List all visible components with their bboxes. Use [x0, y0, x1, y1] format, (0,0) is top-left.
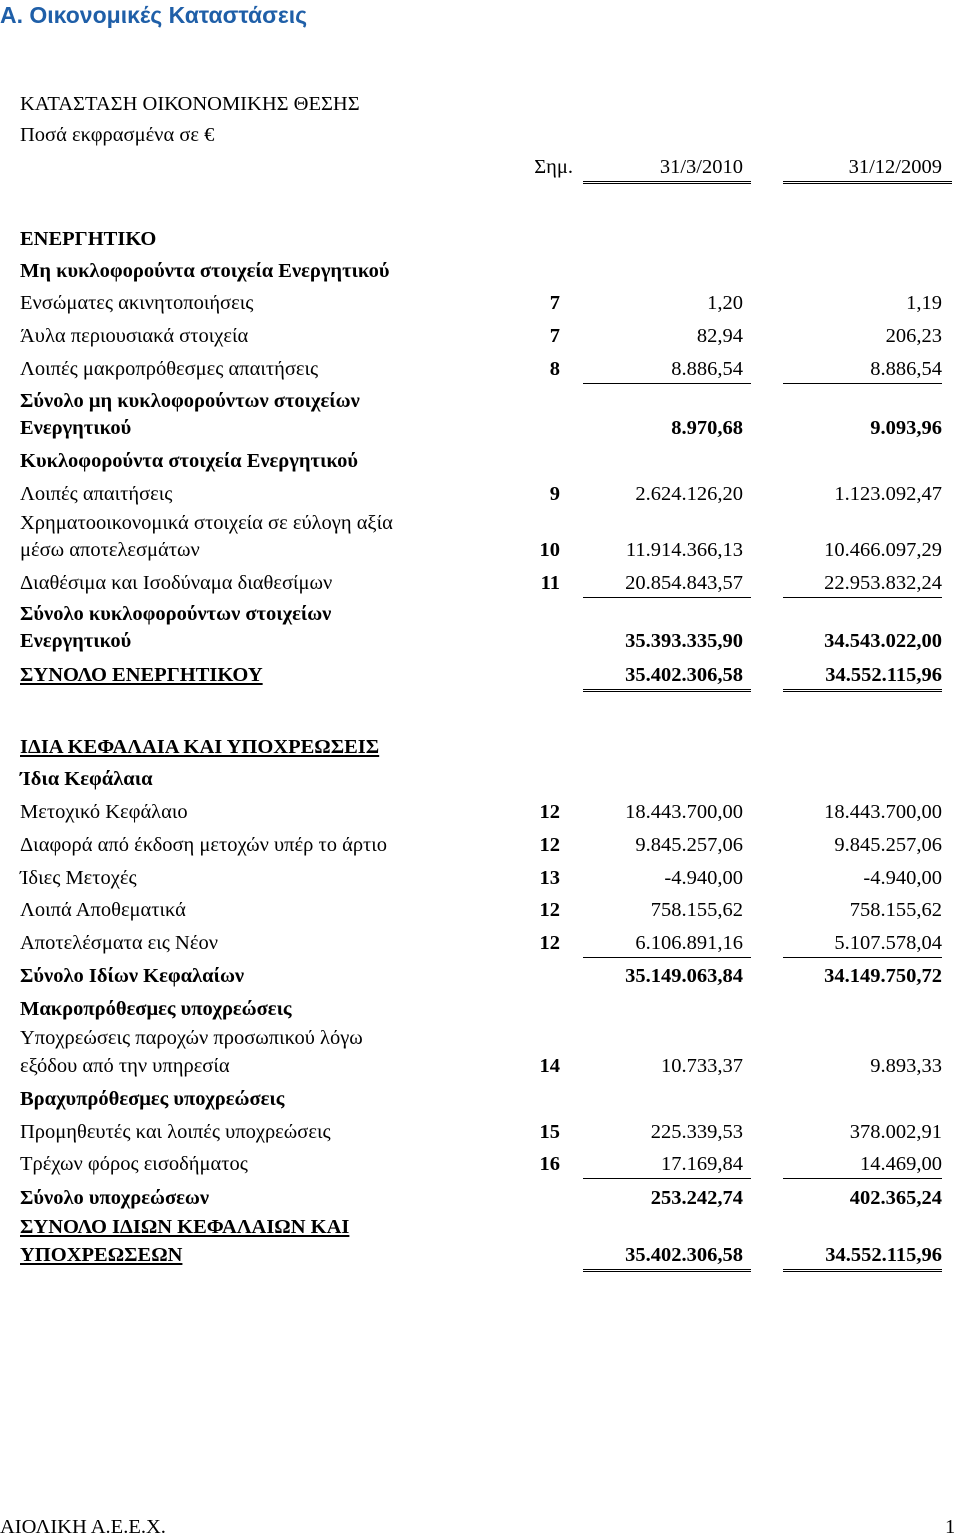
row-note: 12	[539, 834, 560, 856]
row-label: Χρηματοοικονομικά στοιχεία σε εύλογη αξία	[20, 512, 393, 534]
row-label: Άυλα περιουσιακά στοιχεία	[20, 325, 249, 347]
row-value-period1: 1,20	[707, 292, 743, 314]
table-row	[0, 931, 960, 955]
row-current-total-label	[0, 602, 960, 626]
row-value-period1: 758.155,62	[650, 899, 743, 921]
row-value-period1: 35.149.063,84	[625, 965, 743, 987]
row-label: Σύνολο κυκλοφορούντων στοιχείων	[20, 603, 332, 625]
footer-page-number: 1	[945, 1516, 956, 1538]
row-label: Σύνολο Ιδίων Κεφαλαίων	[20, 965, 245, 987]
row-label: Προμηθευτές και λοιπές υποχρεώσεις	[20, 1121, 331, 1143]
row-label: ΙΔΙΑ ΚΕΦΑΛΑΙΑ ΚΑΙ ΥΠΟΧΡΕΩΣΕΙΣ	[20, 736, 380, 758]
row-value-period1: 18.443.700,00	[625, 801, 743, 823]
column-period1-rule	[583, 181, 751, 184]
row-label: Ίδιες Μετοχές	[20, 867, 137, 889]
row-label: Τρέχων φόρος εισοδήματος	[20, 1153, 248, 1175]
row-value-period2: 10.466.097,29	[824, 539, 942, 561]
row-grand-total	[0, 1243, 960, 1267]
row-label: Μη κυκλοφορούντα στοιχεία Ενεργητικού	[20, 260, 390, 282]
column-period2-header: 31/12/2009	[848, 156, 942, 178]
row-value-period1: 8.886,54	[583, 357, 743, 381]
row-equity-heading	[0, 767, 960, 791]
row-label: ΣΥΝΟΛΟ ΙΔΙΩΝ ΚΕΦΑΛΑΙΩΝ ΚΑΙ	[20, 1216, 350, 1238]
row-label: εξόδου από την υπηρεσία	[20, 1055, 230, 1077]
row-value-period2: 1.123.092,47	[834, 483, 942, 505]
row-label: Λοιπές απαιτήσεις	[20, 483, 173, 505]
row-total-assets	[0, 663, 960, 687]
table-row	[0, 538, 960, 562]
section-title: Α. Οικονομικές Καταστάσεις	[0, 2, 308, 28]
table-row	[0, 1120, 960, 1144]
row-value-period2: 34.149.750,72	[824, 965, 942, 987]
row-note: 12	[539, 801, 560, 823]
row-value-period2: 402.365,24	[849, 1187, 942, 1209]
row-label: Αποτελέσματα εις Νέον	[20, 932, 218, 954]
table-row	[0, 291, 960, 315]
row-note: 7	[549, 325, 560, 347]
row-value-period2: -4.940,00	[863, 867, 942, 889]
statement-title: ΚΑΤΑΣΤΑΣΗ ΟΙΚΟΝΟΜΙΚΗΣ ΘΕΣΗΣ	[20, 93, 360, 115]
row-label: Ίδια Κεφάλαια	[20, 768, 153, 790]
row-value-period2: 9.845.257,06	[834, 834, 942, 856]
row-value-period2: 34.543.022,00	[824, 630, 942, 652]
row-value-period1: 17.169,84	[583, 1152, 743, 1176]
row-noncurrent-total	[0, 416, 960, 440]
row-label: Σύνολο μη κυκλοφορούντων στοιχείων	[20, 390, 360, 412]
row-label: ΕΝΕΡΓΗΤΙΚΟ	[20, 228, 157, 250]
row-value-period1: 225.339,53	[650, 1121, 743, 1143]
row-value-period1: 2.624.126,20	[635, 483, 743, 505]
row-shortterm-heading	[0, 1087, 960, 1111]
table-row	[0, 898, 960, 922]
row-value-period1: 11.914.366,13	[625, 539, 743, 561]
row-current-total	[0, 629, 960, 653]
row-value-period1: 6.106.891,16	[583, 931, 743, 955]
row-value-period2: 758.155,62	[849, 899, 942, 921]
row-value-period1: 35.402.306,58	[583, 1243, 743, 1267]
row-value-period2: 8.886,54	[783, 357, 942, 381]
row-note: 13	[539, 867, 560, 889]
row-note: 12	[539, 932, 560, 954]
row-grand-total-label	[0, 1215, 960, 1239]
table-row	[0, 1026, 960, 1050]
row-label: Σύνολο υποχρεώσεων	[20, 1187, 210, 1209]
row-equity-liabilities-heading	[0, 735, 960, 759]
row-assets-heading	[0, 227, 960, 251]
row-note: 7	[549, 292, 560, 314]
row-label: Υποχρεώσεις παροχών προσωπικού λόγω	[20, 1027, 363, 1049]
row-value-period2: 18.443.700,00	[824, 801, 942, 823]
row-value-period2: 1,19	[906, 292, 942, 314]
row-label: Διαθέσιμα και Ισοδύναμα διαθεσίμων	[20, 572, 333, 594]
table-row	[0, 833, 960, 857]
column-period2-rule	[783, 181, 952, 184]
row-label: Λοιπές μακροπρόθεσμες απαιτήσεις	[20, 358, 319, 380]
row-label: Ενεργητικού	[20, 417, 132, 439]
footer-company: ΑΙΟΛΙΚΗ Α.Ε.Ε.Χ.	[0, 1516, 166, 1538]
row-label: ΣΥΝΟΛΟ ΕΝΕΡΓΗΤΙΚΟΥ	[20, 664, 263, 686]
row-value-period2: 14.469,00	[783, 1152, 942, 1176]
row-note: 15	[539, 1121, 560, 1143]
row-value-period2: 9.893,33	[870, 1055, 942, 1077]
row-noncurrent-heading	[0, 259, 960, 283]
row-longterm-heading	[0, 997, 960, 1021]
row-value-period1: 8.970,68	[671, 417, 743, 439]
table-row	[0, 324, 960, 348]
row-label: Βραχυπρόθεσμες υποχρεώσεις	[20, 1088, 285, 1110]
row-note: 9	[549, 483, 560, 505]
row-label: Μετοχικό Κεφάλαιο	[20, 801, 188, 823]
row-note: 11	[540, 572, 560, 594]
row-value-period2: 9.093,96	[870, 417, 942, 439]
row-note: 10	[539, 539, 560, 561]
row-value-period1: -4.940,00	[664, 867, 743, 889]
row-label: Κυκλοφορούντα στοιχεία Ενεργητικού	[20, 450, 358, 472]
row-label: Λοιπά Αποθεματικά	[20, 899, 186, 921]
row-value-period2: 34.552.115,96	[783, 1243, 942, 1267]
column-period1-header: 31/3/2010	[659, 156, 743, 178]
row-value-period2: 5.107.578,04	[783, 931, 942, 955]
row-note: 12	[539, 899, 560, 921]
table-row	[0, 357, 960, 381]
row-value-period2: 22.953.832,24	[783, 571, 942, 595]
table-row	[0, 1152, 960, 1176]
column-note-header: Σημ.	[534, 156, 573, 178]
row-value-period1: 35.402.306,58	[583, 663, 743, 687]
table-row	[0, 800, 960, 824]
row-value-period1: 10.733,37	[661, 1055, 743, 1077]
row-equity-total	[0, 964, 960, 988]
row-label: Διαφορά από έκδοση μετοχών υπέρ το άρτιο	[20, 834, 388, 856]
row-label: Μακροπρόθεσμες υποχρεώσεις	[20, 998, 292, 1020]
row-value-period1: 253.242,74	[650, 1187, 743, 1209]
table-row	[0, 1054, 960, 1078]
row-current-heading	[0, 449, 960, 473]
row-noncurrent-total-label	[0, 389, 960, 413]
row-label: μέσω αποτελεσμάτων	[20, 539, 200, 561]
table-row	[0, 511, 960, 535]
row-label: Ενσώματες ακινητοποιήσεις	[20, 292, 254, 314]
row-value-period1: 9.845.257,06	[635, 834, 743, 856]
row-label: Ενεργητικού	[20, 630, 132, 652]
row-note: 16	[539, 1153, 560, 1175]
row-value-period2: 34.552.115,96	[783, 663, 942, 687]
table-row	[0, 571, 960, 595]
row-value-period1: 82,94	[696, 325, 743, 347]
row-note: 14	[539, 1055, 560, 1077]
table-row	[0, 866, 960, 890]
statement-subtitle: Ποσά εκφρασμένα σε €	[20, 124, 215, 146]
row-value-period1: 35.393.335,90	[625, 630, 743, 652]
row-note: 8	[549, 358, 560, 380]
table-row	[0, 482, 960, 506]
row-value-period1: 20.854.843,57	[583, 571, 743, 595]
row-value-period2: 378.002,91	[849, 1121, 942, 1143]
row-label: ΥΠΟΧΡΕΩΣΕΩΝ	[20, 1244, 183, 1266]
row-liabilities-total	[0, 1186, 960, 1210]
row-value-period2: 206,23	[885, 325, 942, 347]
